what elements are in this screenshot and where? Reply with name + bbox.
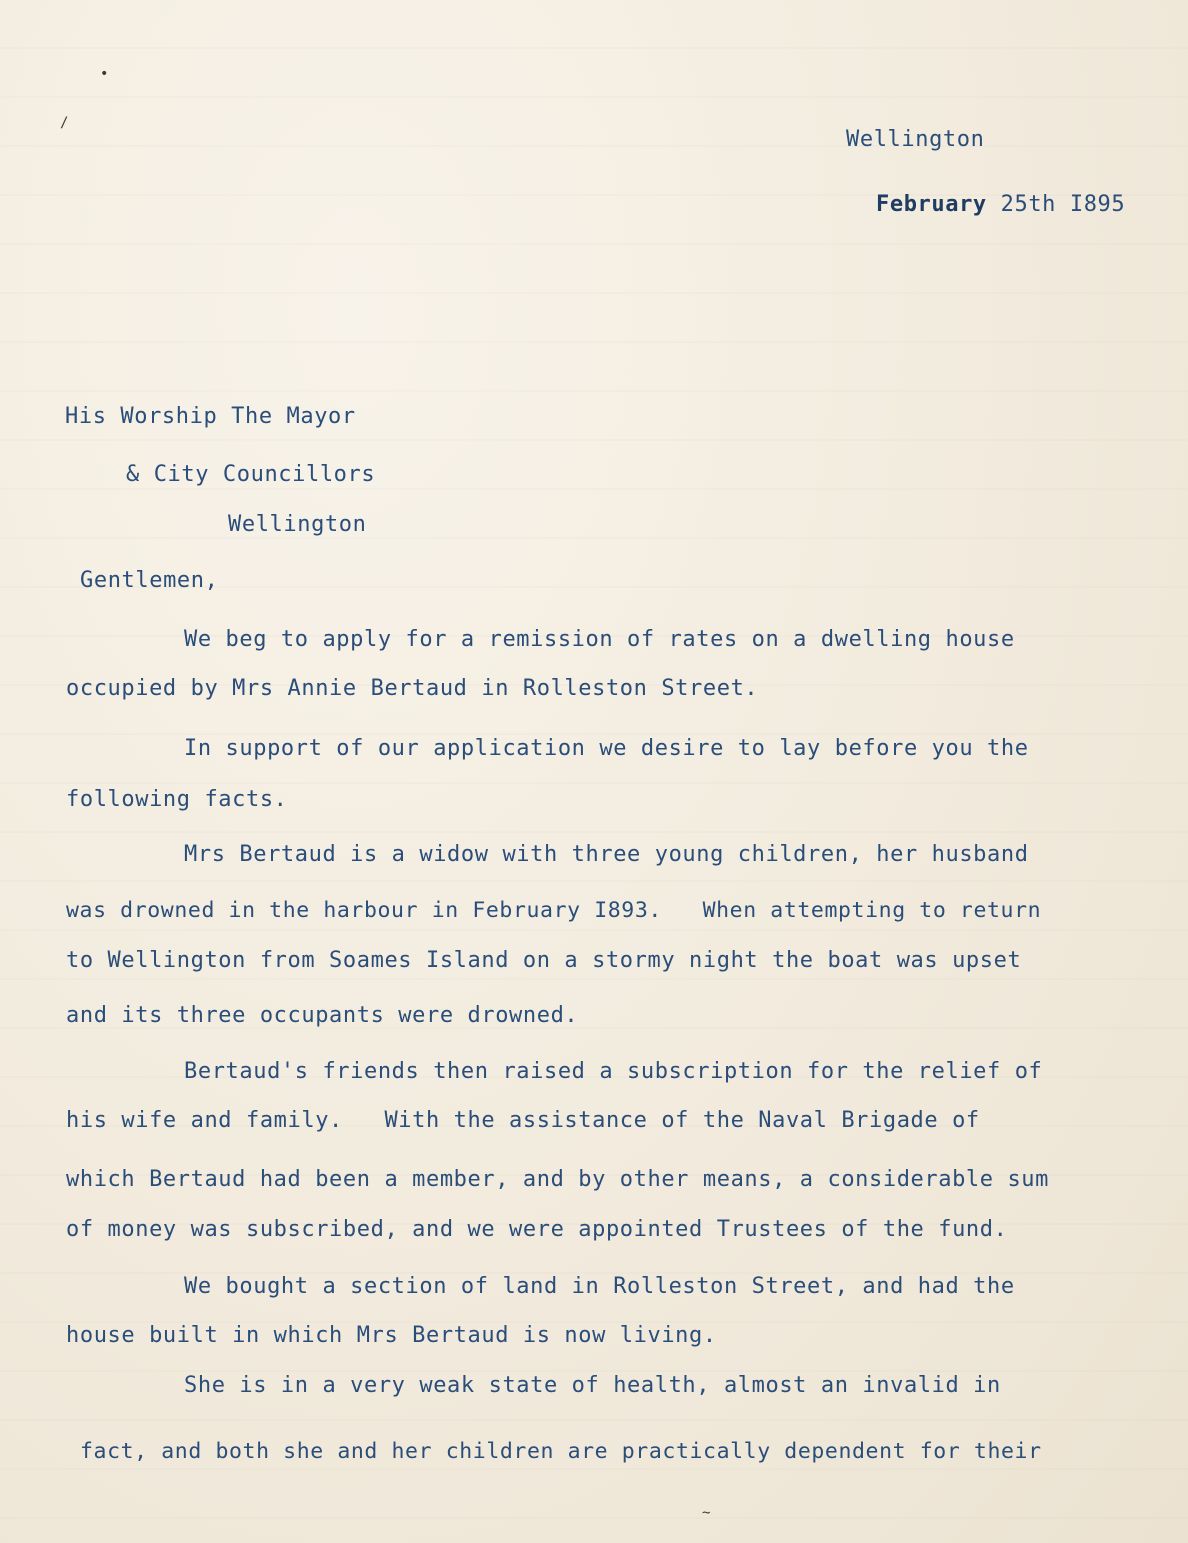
body-line: fact, and both she and her children are practically dependent for their [80,1439,1042,1464]
body-line: We bought a section of land in Rolleston Street, and had the [184,1274,1015,1299]
body-line: of money was subscribed, and we were appointed Trustees of the fund. [66,1217,1008,1242]
body-line: was drowned in the harbour in February I893. When attempting to return [66,898,1042,923]
body-line: She is in a very weak state of health, almost an invalid in [184,1373,1001,1398]
ink-speck: • [100,66,109,82]
body-line: which Bertaud had been a member, and by other means, a considerable sum [66,1167,1050,1192]
letter-date-rest: 25th I895 [1000,192,1126,217]
body-line: his wife and family. With the assistance of the Naval Brigade of [66,1108,980,1133]
address-line-2: & City Councillors [126,462,376,487]
body-line: house built in which Mrs Bertaud is now living. [66,1323,717,1348]
body-line: to Wellington from Soames Island on a stormy night the boat was upset [66,948,1022,973]
body-line: Bertaud's friends then raised a subscription for the relief of [184,1059,1043,1084]
letter-date-month: February [876,192,987,217]
ink-speck: / [60,115,69,131]
body-line: and its three occupants were drowned. [66,1003,579,1028]
letter-place: Wellington [846,127,985,152]
ink-speck: ~ [702,1505,711,1521]
body-line: occupied by Mrs Annie Bertaud in Rolleston Street. [66,676,759,701]
address-line-3: Wellington [228,512,367,537]
address-line-1: His Worship The Mayor [65,404,356,429]
letter-date [876,194,1125,216]
body-line: In support of our application we desire to lay before you the [184,736,1029,761]
body-line: Mrs Bertaud is a widow with three young children, her husband [184,842,1029,867]
body-line: following facts. [66,787,288,812]
body-line: We beg to apply for a remission of rates on a dwelling house [184,627,1015,652]
salutation: Gentlemen, [80,568,219,593]
